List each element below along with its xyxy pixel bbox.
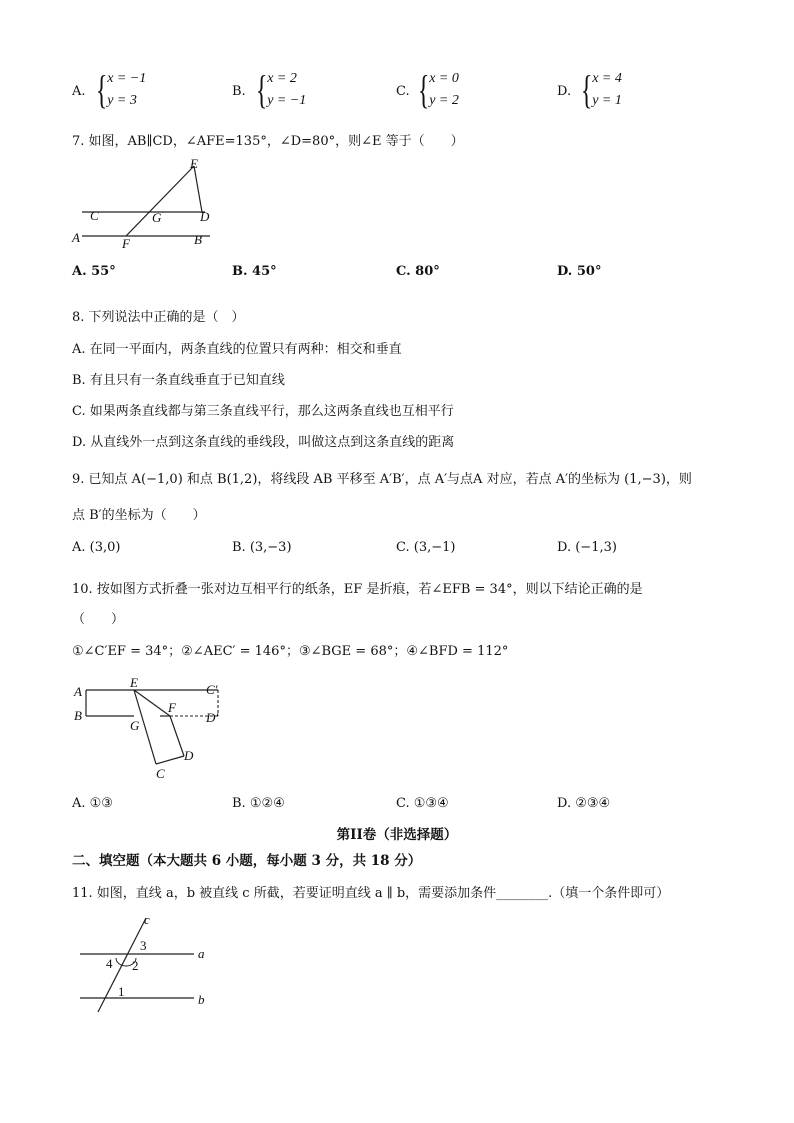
label-d-prime: D′ — [206, 710, 219, 725]
q7-option-b[interactable]: B. 45° — [232, 264, 277, 279]
folded-edge-fd — [170, 716, 184, 756]
label-c: c — [144, 912, 150, 927]
brace-icon: { — [417, 67, 430, 112]
label-f: F — [122, 236, 130, 251]
q7-figure — [70, 156, 220, 252]
q9-option-b[interactable]: B. (3,−3) — [232, 540, 292, 555]
label-a: a — [198, 946, 205, 961]
q6-c-eq2: y = 2 — [429, 93, 459, 108]
part2-title: 第II卷（非选择题） — [336, 827, 458, 843]
line-fe — [126, 166, 194, 236]
label-d: D — [200, 209, 210, 224]
label-d: D — [184, 748, 194, 763]
q8-stem: 8. 下列说法中正确的是（ ） — [72, 310, 245, 325]
label-c: C — [156, 766, 165, 781]
q6-c-eq1: x = 0 — [429, 71, 459, 86]
label-b: B — [74, 708, 82, 723]
q9-option-c[interactable]: C. (3,−1) — [396, 540, 456, 555]
brace-icon: { — [95, 67, 108, 112]
section2-title: 二、填空题（本大题共 6 小题，每小题 3 分，共 18 分） — [72, 853, 422, 869]
q10-conclusions: ①∠C′EF = 34°；②∠AEC′ = 146°；③∠BGE = 68°；④∠BFD = 112° — [72, 644, 509, 659]
label-angle-4: 4 — [106, 956, 113, 971]
label-e: E — [190, 156, 198, 171]
label-e: E — [130, 676, 138, 690]
fold-line-ef — [134, 690, 170, 716]
q7-stem: 7. 如图，AB∥CD，∠AFE=135°，∠D=80°，则∠E 等于（ ） — [72, 134, 464, 149]
brace-icon: { — [255, 67, 268, 112]
q7-option-d[interactable]: D. 50° — [557, 264, 602, 279]
q8-option-c[interactable]: C. 如果两条直线都与第三条直线平行，那么这两条直线也互相平行 — [72, 404, 454, 419]
label-angle-1: 1 — [118, 984, 125, 999]
q10-stem-line1: 10. 按如图方式折叠一张对边互相平行的纸条，EF 是折痕，若∠EFB = 34°，则以下结论正确的是 — [72, 582, 643, 597]
q6-option-c-letter: C. — [396, 84, 410, 99]
q7-option-a[interactable]: A. 55° — [72, 264, 116, 279]
q10-option-d[interactable]: D. ②③④ — [557, 796, 611, 811]
q6-d-eq2: y = 1 — [592, 93, 622, 108]
label-b: B — [194, 232, 202, 247]
q9-option-d[interactable]: D. (−1,3) — [557, 540, 617, 555]
q7-option-c[interactable]: C. 80° — [396, 264, 440, 279]
label-a: A — [74, 684, 82, 699]
q10-option-a[interactable]: A. ①③ — [72, 796, 113, 811]
label-angle-3: 3 — [140, 938, 147, 953]
label-g: G — [130, 718, 140, 733]
q6-option-b-system[interactable] — [252, 68, 306, 112]
q10-stem-line2: （ ） — [72, 612, 125, 627]
q6-option-d-letter: D. — [557, 84, 572, 99]
label-c-prime: C′ — [206, 682, 218, 697]
q6-d-eq1: x = 4 — [592, 71, 622, 86]
q6-b-eq1: x = 2 — [267, 71, 297, 86]
q11-stem: 11. 如图，直线 a，b 被直线 c 所截，若要证明直线 a ∥ b，需要添加条件________.（填一个条件即可） — [72, 886, 670, 901]
q6-option-b-letter: B. — [232, 84, 246, 99]
label-angle-2: 2 — [132, 958, 139, 973]
q8-option-d[interactable]: D. 从直线外一点到这条直线的垂线段，叫做这点到这条直线的距离 — [72, 435, 455, 450]
brace-icon: { — [580, 67, 593, 112]
q8-option-b[interactable]: B. 有且只有一条直线垂直于已知直线 — [72, 373, 285, 388]
q6-option-d-system[interactable] — [577, 68, 622, 112]
label-f: F — [168, 700, 176, 715]
line-ed — [194, 166, 202, 212]
q11-figure — [74, 912, 224, 1016]
label-b: b — [198, 992, 205, 1007]
folded-edge-cd — [156, 756, 184, 764]
q10-figure — [70, 676, 240, 786]
q6-b-eq2: y = −1 — [267, 93, 307, 108]
q6-a-eq1: x = −1 — [107, 71, 147, 86]
q6-option-a-letter: A. — [72, 84, 86, 99]
q6-option-c-system[interactable] — [414, 68, 459, 112]
label-c: C — [90, 208, 99, 223]
q10-option-c[interactable]: C. ①③④ — [396, 796, 449, 811]
q8-option-a[interactable]: A. 在同一平面内，两条直线的位置只有两种：相交和垂直 — [72, 342, 402, 357]
q10-option-b[interactable]: B. ①②④ — [232, 796, 285, 811]
q6-option-a-system[interactable] — [92, 68, 146, 112]
q9-stem-line1: 9. 已知点 A(−1,0) 和点 B(1,2)，将线段 AB 平移至 A′B′，点 A′与点A 对应，若点 A′的坐标为 (1,−3)，则 — [72, 472, 692, 487]
q9-stem-line2: 点 B′的坐标为（ ） — [72, 508, 206, 523]
label-a: A — [72, 230, 80, 245]
q6-a-eq2: y = 3 — [107, 93, 137, 108]
q9-option-a[interactable]: A. (3,0) — [72, 540, 121, 555]
label-g: G — [152, 210, 162, 225]
